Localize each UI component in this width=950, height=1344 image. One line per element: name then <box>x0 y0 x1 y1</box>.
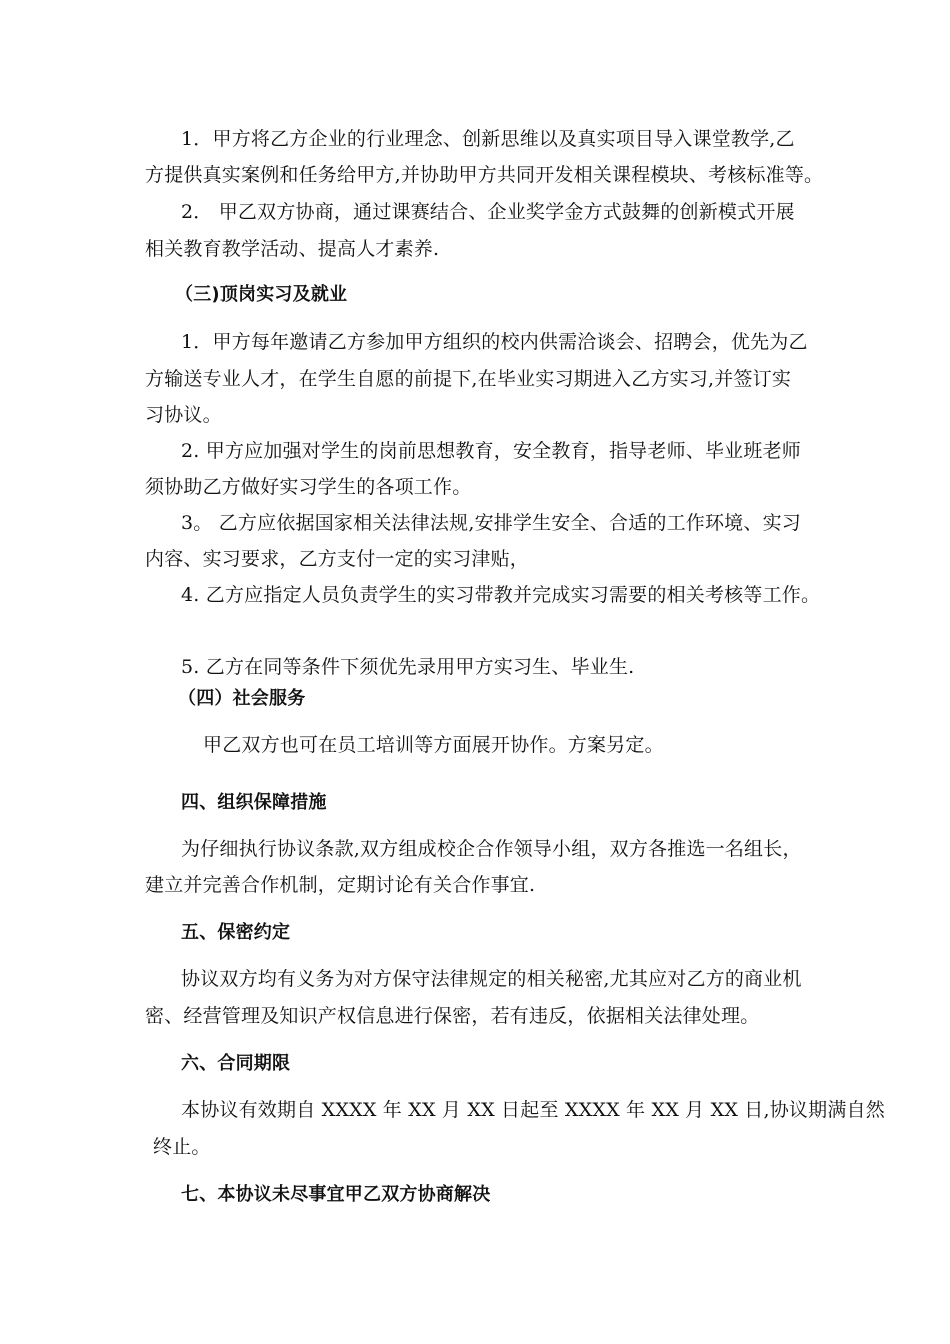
teaching-item-2-line-2: 相关教育教学活动、提高人才素养. <box>145 238 440 260</box>
social-service-heading: （四）社会服务 <box>178 688 306 709</box>
section-six-line-2: 终止。 <box>153 1136 211 1158</box>
teaching-item-2-line-1: 2． 甲乙双方协商，通过课赛结合、企业奖学金方式鼓舞的创新模式开展 <box>181 201 795 223</box>
internship-item-1-line-2: 方输送专业人才，在学生自愿的前提下,在毕业实习期进入乙方实习,并签订实 <box>145 368 792 390</box>
internship-item-2-line-2: 须协助乙方做好实习学生的各项工作。 <box>145 476 472 498</box>
internship-item-1-line-3: 习协议。 <box>145 404 222 426</box>
section-four-line-1: 为仔细执行协议条款,双方组成校企合作领导小组，双方各推选一名组长， <box>181 838 802 860</box>
section-six-heading: 六、合同期限 <box>181 1053 291 1074</box>
section-five-line-2: 密、经营管理及知识产权信息进行保密，若有违反，依据相关法律处理。 <box>145 1005 760 1027</box>
social-service-line-1: 甲乙双方也可在员工培训等方面展开协作。方案另定。 <box>203 734 664 756</box>
internship-item-3-line-1: 3。 乙方应依据国家相关法律法规,安排学生安全、合适的工作环境、实习 <box>181 512 801 534</box>
section-four-heading: 四、组织保障措施 <box>181 792 327 813</box>
teaching-item-1-line-1: 1．甲方将乙方企业的行业理念、创新思维以及真实项目导入课堂教学,乙 <box>181 128 795 150</box>
section-five-heading: 五、保密约定 <box>181 922 291 943</box>
internship-item-2-line-1: 2. 甲方应加强对学生的岗前思想教育，安全教育，指导老师、毕业班老师 <box>181 440 801 462</box>
internship-item-1-line-1: 1．甲方每年邀请乙方参加甲方组织的校内供需洽谈会、招聘会，优先为乙 <box>181 331 808 353</box>
teaching-item-1-line-2: 方提供真实案例和任务给甲方,并协助甲方共同开发相关课程模块、考核标准等。 <box>145 164 824 186</box>
internship-item-5-line-1: 5. 乙方在同等条件下须优先录用甲方实习生、毕业生. <box>181 656 635 678</box>
section-four-line-2: 建立并完善合作机制，定期讨论有关合作事宜. <box>145 874 536 896</box>
internship-item-4-line-1: 4. 乙方应指定人员负责学生的实习带教并完成实习需要的相关考核等工作。 <box>181 584 821 606</box>
section-seven-heading: 七、本协议未尽事宜甲乙双方协商解决 <box>181 1184 491 1205</box>
internship-heading: （三)顶岗实习及就业 <box>175 284 348 305</box>
section-five-line-1: 协议双方均有义务为对方保守法律规定的相关秘密,尤其应对乙方的商业机 <box>181 968 802 990</box>
internship-item-3-line-2: 内容、实习要求，乙方支付一定的实习津贴， <box>145 548 530 570</box>
section-six-line-1: 本协议有效期自 XXXX 年 XX 月 XX 日起至 XXXX 年 XX 月 XX 日,协议期满自然 <box>181 1099 885 1121</box>
